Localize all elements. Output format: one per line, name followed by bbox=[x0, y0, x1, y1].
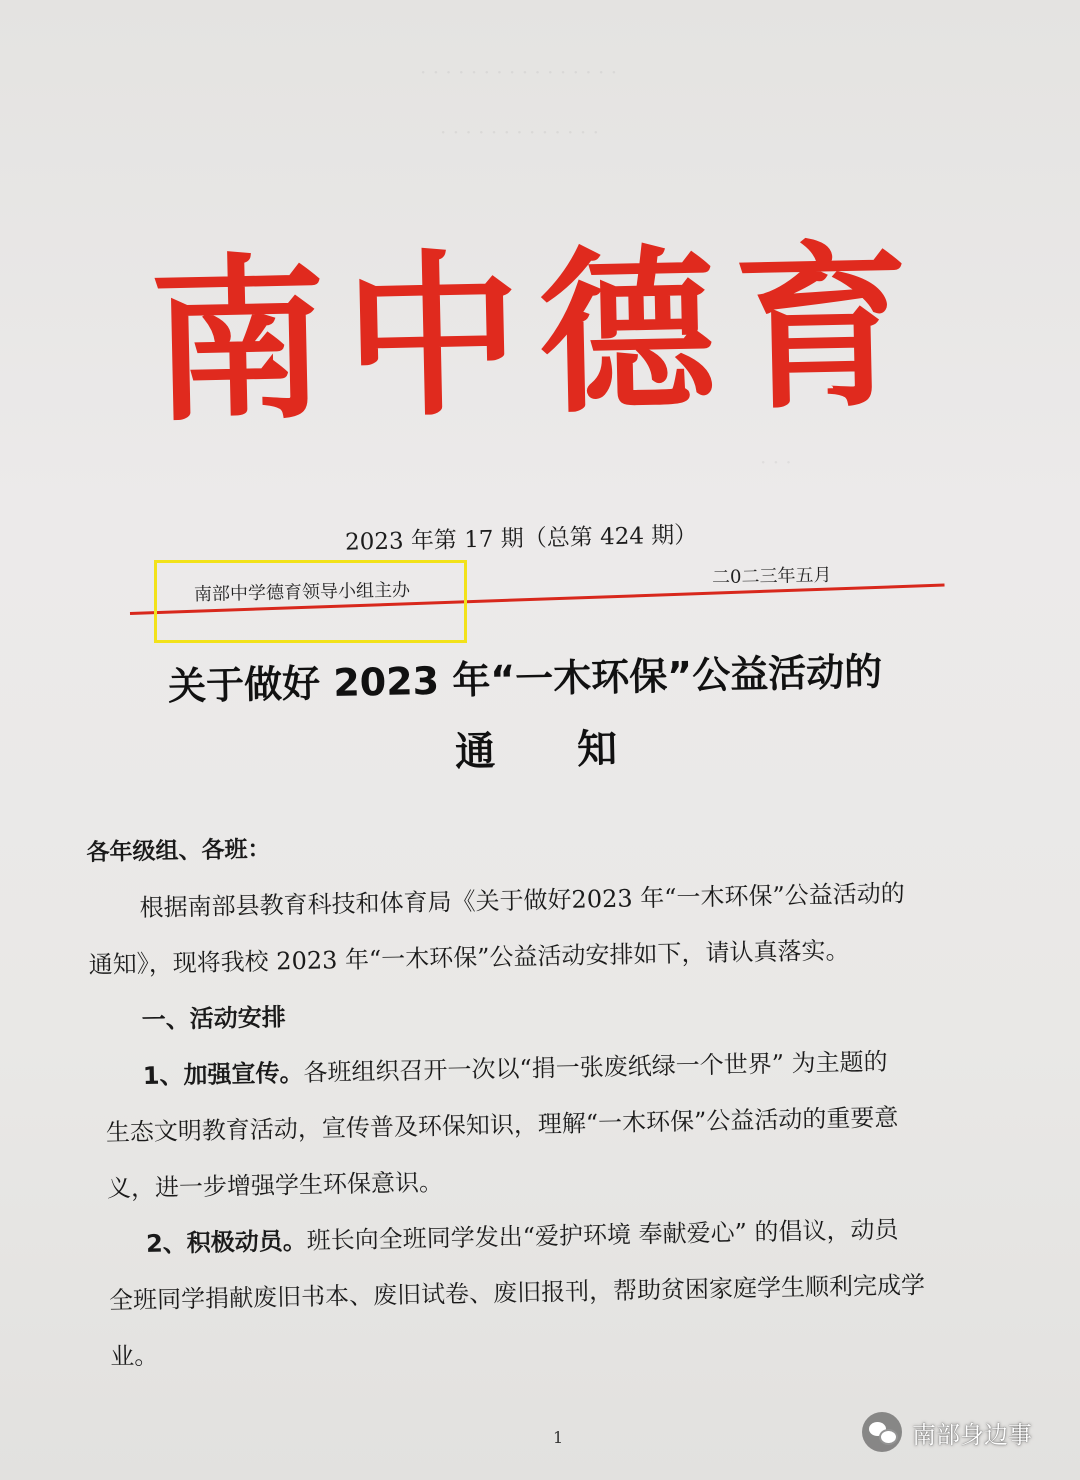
show-through-text: · · · · · · · · · · · · · bbox=[440, 120, 599, 144]
section-heading: 一、活动安排 bbox=[141, 1003, 286, 1034]
show-through-text: · · · bbox=[760, 450, 792, 474]
watermark bbox=[862, 1412, 1032, 1452]
masthead-title bbox=[148, 217, 912, 453]
masthead-char: 德 bbox=[537, 227, 718, 438]
salutation: 各年级组、各班： bbox=[86, 836, 271, 866]
item-text: 各班组织召开一次以“捐一张废纸绿一个世界” 为主题的 bbox=[303, 1047, 888, 1087]
notice-title: 关于做好 2023 年“一木环保”公益活动的 bbox=[167, 649, 883, 709]
sponsor-highlight-box bbox=[154, 560, 467, 643]
body-line: 通知》，现将我校 2023 年“一木环保”公益活动安排如下，请认真落实。 bbox=[88, 936, 850, 979]
body-line: 生态文明教育活动，宣传普及环保知识，理解“一木环保”公益活动的重要意 bbox=[105, 1103, 899, 1147]
body-line: 根据南部县教育科技和体育局《关于做好2023 年“一木环保”公益活动的 bbox=[139, 879, 905, 922]
notice-title-second-line: 通知 bbox=[454, 724, 700, 776]
show-through-text: · · · · · · · · · · · · · · · · bbox=[420, 60, 618, 84]
issue-number: 2023 年第 17 期（总第 424 期） bbox=[344, 522, 698, 556]
sponsor-text: 南部中学德育领导小组主办 bbox=[193, 579, 411, 606]
watermark-text: 南部身边事 bbox=[912, 1420, 1032, 1449]
body-line: 业。 bbox=[109, 1341, 159, 1371]
wechat-icon bbox=[862, 1412, 902, 1452]
masthead-char: 中 bbox=[342, 231, 523, 442]
masthead-char: 南 bbox=[147, 235, 329, 446]
item-text: 班长向全班同学发出“爱护环境 奉献爱心” 的倡议，动员 bbox=[306, 1215, 899, 1255]
body-line: 全班同学捐献废旧书本、废旧试卷、废旧报刊，帮助贫困家庭学生顺利完成学 bbox=[108, 1270, 926, 1315]
page-number: 1 bbox=[553, 1428, 564, 1447]
item-heading: 2、积极动员。 bbox=[145, 1226, 307, 1258]
masthead-char: 育 bbox=[731, 223, 913, 434]
issue-date: 二0二三年五月 bbox=[711, 564, 832, 589]
notice-body bbox=[86, 807, 1037, 1385]
item-heading: 1、加强宣传。 bbox=[142, 1058, 304, 1090]
body-line: 义，进一步增强学生环保意识。 bbox=[106, 1168, 444, 1203]
